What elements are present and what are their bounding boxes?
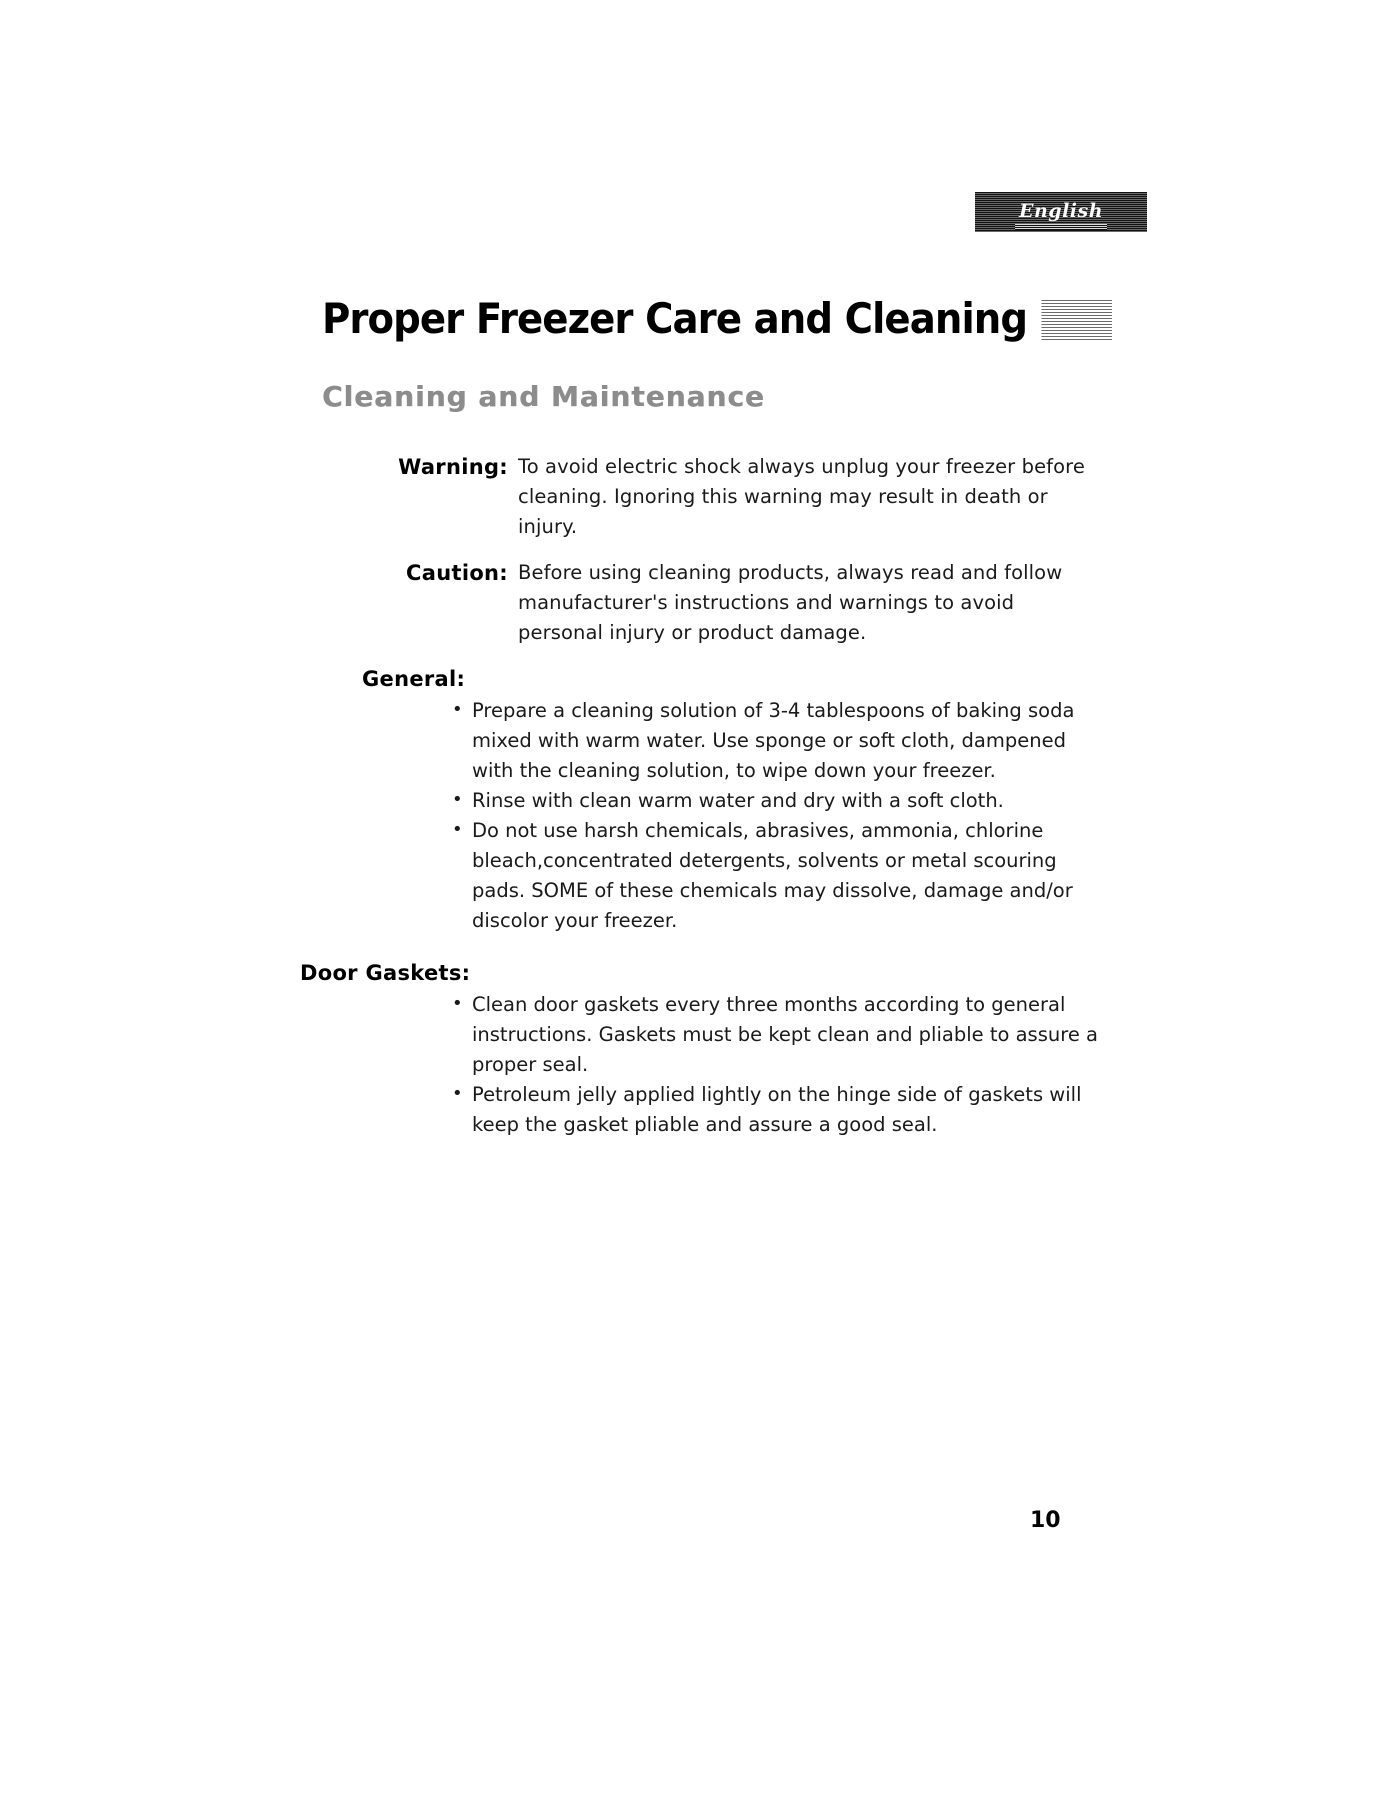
warning-block xyxy=(300,452,1100,542)
list-item: • Rinse with clean warm water and dry with a soft cloth. xyxy=(448,786,1100,816)
language-tab-underline xyxy=(1015,224,1107,230)
caution-label: Caution: xyxy=(406,561,508,585)
list-item: • Clean door gaskets every three months according to general instructions. Gaskets must be kept clean and pliable to assure a proper seal. xyxy=(448,990,1100,1080)
language-tab xyxy=(975,192,1147,232)
page-number: 10 xyxy=(1030,1508,1061,1533)
content-body xyxy=(300,452,1100,1140)
page-title-text: Proper Freezer Care and Cleaning xyxy=(322,294,1042,344)
caution-block xyxy=(300,558,1100,648)
warning-text: To avoid electric shock always unplug your freezer before cleaning. Ignoring this warning may result in death or injury. xyxy=(518,455,1085,538)
section-subtitle: Cleaning and Maintenance xyxy=(322,380,765,413)
list-item: • Prepare a cleaning solution of 3-4 tablespoons of baking soda mixed with warm water. Use sponge or soft cloth, dampened with the cleaning solution, to wipe down your freezer. xyxy=(448,696,1100,786)
general-bullet-list xyxy=(300,696,1100,936)
language-tab-label: English xyxy=(1018,200,1104,222)
general-label: General: xyxy=(362,667,466,691)
door-gaskets-bullet-list xyxy=(300,990,1100,1140)
list-item: • Petroleum jelly applied lightly on the hinge side of gaskets will keep the gasket pliable and assure a good seal. xyxy=(448,1080,1100,1140)
page-title xyxy=(322,294,1112,346)
caution-text: Before using cleaning products, always read and follow manufacturer's instructions and warnings to avoid personal injury or product damage. xyxy=(518,561,1063,644)
list-item: • Do not use harsh chemicals, abrasives, ammonia, chlorine bleach,concentrated detergents, solvents or metal scouring pads. SOME of these chemicals may dissolve, damage and/or discolor your freezer. xyxy=(448,816,1100,936)
warning-label: Warning: xyxy=(398,455,508,479)
door-gaskets-label: Door Gaskets: xyxy=(300,961,471,985)
